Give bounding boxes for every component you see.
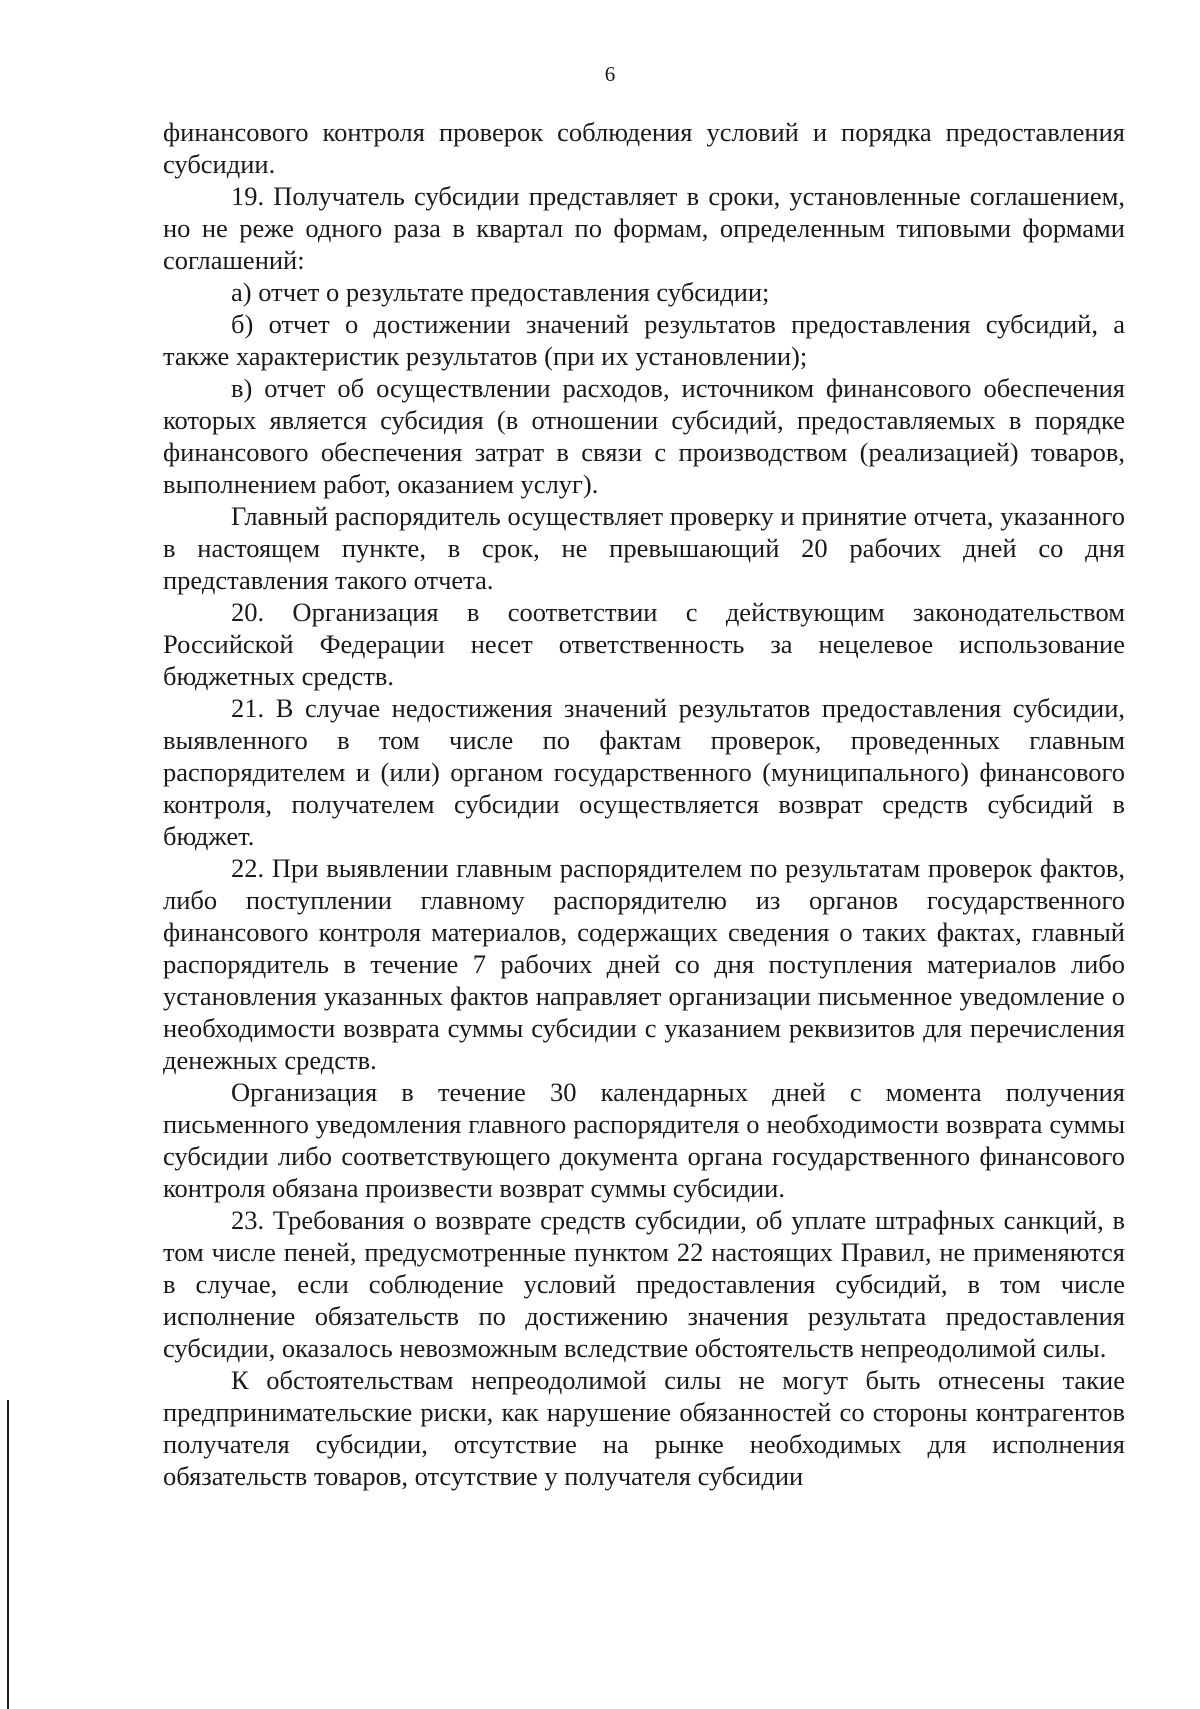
document-body — [163, 116, 1125, 1492]
paragraph-19-review: Главный распорядитель осуществляет проверку и принятие отчета, указанного в настоящем пункте, в срок, не превышающий 20 рабочих дней со дня представления такого отчета. — [163, 501, 1125, 595]
paragraph-22: 22. При выявлении главным распорядителем по результатам проверок фактов, либо поступлении главному распорядителю из органов государственного финансового контроля материалов, содержащих сведения о таких фактах, главный распорядитель в течение 7 рабочих дней со дня поступления материалов либо установления указанных фактов направляет организации письменное уведомление о необходимости возврата суммы субсидии с указанием реквизитов для перечисления денежных средств. — [163, 853, 1125, 1075]
paragraph-21: 21. В случае недостижения значений результатов предоставления субсидии, выявленного в том числе по фактам проверок, проведенных главным распорядителем и (или) органом государственного (муниципального) финансового контроля, получателем субсидии осуществляется возврат средств субсидий в бюджет. — [163, 693, 1125, 851]
paragraph-23: 23. Требования о возврате средств субсидии, об уплате штрафных санкций, в том числе пеней, предусмотренные пунктом 22 настоящих Правил, не применяются в случае, если соблюдение условий предоставления субсидий, в том числе исполнение обязательств по достижению значения результата предоставления субсидии, оказалось невозможным вследствие обстоятельств непреодолимой силы. — [163, 1205, 1125, 1363]
paragraph-23-force-majeure: К обстоятельствам непреодолимой силы не могут быть отнесены такие предпринимательские риски, как нарушение обязанностей со стороны контрагентов получателя субсидии, отсутствие на рынке необходимых для исполнения обязательств товаров, отсутствие у получателя субсидии — [163, 1365, 1125, 1491]
paragraph-continuation: финансового контроля проверок соблюдения условий и порядка предоставления субсидии. — [163, 117, 1125, 179]
page-number: 6 — [604, 62, 616, 86]
paragraph-19-v: в) отчет об осуществлении расходов, источником финансового обеспечения которых является субсидия (в отношении субсидий, предоставляемых в порядке финансового обеспечения затрат в связи с производством (реализацией) товаров, выполнением работ, оказанием услуг). — [163, 373, 1125, 499]
scan-edge-line — [7, 1400, 9, 1709]
paragraph-19-a: а) отчет о результате предоставления субсидии; — [231, 277, 770, 307]
paragraph-19-b: б) отчет о достижении значений результатов предоставления субсидий, а также характеристик результатов (при их установлении); — [163, 309, 1125, 371]
paragraph-19: 19. Получатель субсидии представляет в сроки, установленные соглашением, но не реже одного раза в квартал по формам, определенным типовыми формами соглашений: — [163, 181, 1125, 275]
paragraph-20: 20. Организация в соответствии с действующим законодательством Российской Федерации несет ответственность за нецелевое использование бюджетных средств. — [163, 597, 1125, 691]
paragraph-22-return: Организация в течение 30 календарных дней с момента получения письменного уведомления главного распорядителя о необходимости возврата суммы субсидии либо соответствующего документа органа государственного финансового контроля обязана произвести возврат суммы субсидии. — [163, 1077, 1125, 1203]
